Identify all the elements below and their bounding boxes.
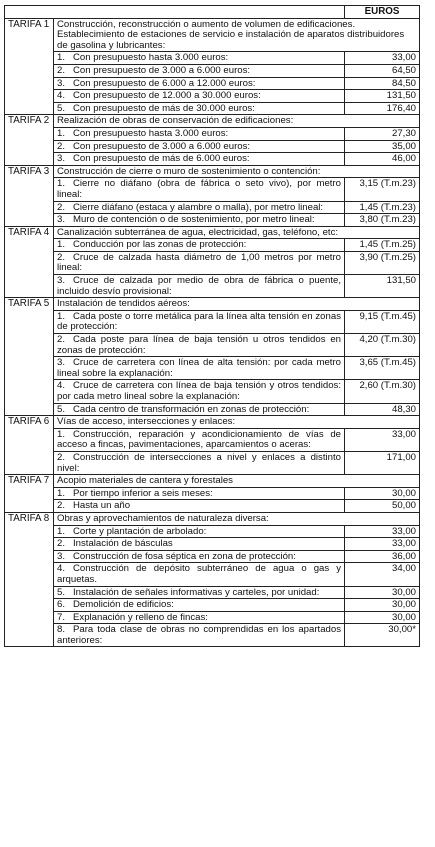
tarifa-title: Instalación de tendidos aéreos:: [54, 298, 420, 311]
item-number: 5.: [57, 586, 66, 598]
item-cell: [54, 538, 345, 551]
table-row: [5, 538, 420, 551]
item-value: 33,00: [345, 525, 420, 538]
table-row: [5, 52, 420, 65]
item-value: 2,60 (T.m.30): [345, 380, 420, 403]
tarifa-label: TARIFA 6: [5, 416, 54, 475]
table-row: [5, 403, 420, 416]
item-number: 3.: [57, 214, 66, 226]
item-value: 9,15 (T.m.45): [345, 310, 420, 333]
table-row: [5, 102, 420, 115]
item-number: 4.: [57, 563, 66, 575]
tarifa-label: TARIFA 5: [5, 298, 54, 416]
item-value: 1,45 (T.m.25): [345, 239, 420, 252]
item-text: Cruce de carretera con línea de baja tensión y otros tendidos: por cada metro lineal sobre la explanación:: [57, 380, 341, 402]
item-cell: [54, 403, 345, 416]
item-value: 50,00: [345, 500, 420, 513]
table-row: [5, 611, 420, 624]
item-value: 34,00: [345, 563, 420, 586]
item-text: Cada poste o torre metálica para la línea alta tensión en zonas de protección:: [57, 310, 341, 333]
tarifa-header-row: [5, 475, 420, 488]
item-text: Cada centro de transformación en zonas de protección:: [73, 403, 310, 415]
item-number: 1.: [57, 487, 66, 499]
item-number: 3.: [57, 550, 66, 562]
tarifa-label: TARIFA 7: [5, 475, 54, 513]
item-cell: [54, 586, 345, 599]
item-number: 3.: [57, 153, 66, 165]
item-cell: [54, 428, 345, 451]
item-value: 84,50: [345, 77, 420, 90]
item-value: 131,50: [345, 90, 420, 103]
item-value: 1,45 (T.m.23): [345, 201, 420, 214]
item-value: 64,50: [345, 64, 420, 77]
item-cell: [54, 102, 345, 115]
item-text: Con presupuesto de 3.000 a 6.000 euros:: [73, 140, 251, 152]
tarifa-header-row: [5, 512, 420, 525]
item-cell: [54, 500, 345, 513]
item-cell: [54, 563, 345, 586]
item-value: 3,15 (T.m.23): [345, 178, 420, 201]
item-number: 4.: [57, 90, 66, 102]
tarifa-title: Canalización subterránea de agua, electricidad, gas, teléfono, etc:: [54, 226, 420, 239]
tarifa-title: Realización de obras de conservación de edificaciones:: [54, 115, 420, 128]
item-cell: [54, 251, 345, 274]
tarifa-title: Obras y aprovechamientos de naturaleza diversa:: [54, 512, 420, 525]
item-value: 35,00: [345, 140, 420, 153]
item-number: 2.: [57, 538, 66, 550]
table-row: [5, 275, 420, 298]
table-row: [5, 451, 420, 474]
tarifa-header-row: [5, 18, 420, 52]
item-cell: [54, 624, 345, 647]
table-row: [5, 586, 420, 599]
item-cell: [54, 127, 345, 140]
tarifa-title: Vías de acceso, intersecciones y enlaces:: [54, 416, 420, 429]
item-cell: [54, 64, 345, 77]
item-number: 1.: [57, 525, 66, 537]
item-cell: [54, 487, 345, 500]
item-text: Para toda clase de obras no comprendidas en los apartados anteriores:: [57, 624, 341, 646]
item-value: 33,00: [345, 428, 420, 451]
item-cell: [54, 380, 345, 403]
table-row: [5, 64, 420, 77]
tarifa-header-row: [5, 298, 420, 311]
tarifa-title: Acopio materiales de cantera y forestales: [54, 475, 420, 488]
item-text: Con presupuesto de más de 30.000 euros:: [73, 102, 255, 114]
item-number: 3.: [57, 77, 66, 89]
item-number: 1.: [57, 239, 66, 251]
item-value: 33,00: [345, 538, 420, 551]
tarifa-header-row: [5, 165, 420, 178]
table-row: [5, 127, 420, 140]
item-value: 30,00: [345, 599, 420, 612]
item-text: Cierre no diáfano (obra de fábrica o seto vivo), por metro lineal:: [57, 178, 341, 200]
header-blank-cell: [5, 6, 345, 19]
item-value: 171,00: [345, 451, 420, 474]
item-cell: [54, 550, 345, 563]
item-text: Instalación de básculas: [73, 538, 173, 550]
table-row: [5, 334, 420, 357]
item-cell: [54, 451, 345, 474]
item-cell: [54, 77, 345, 90]
item-number: 2.: [57, 251, 66, 263]
table-row: [5, 140, 420, 153]
table-row: [5, 500, 420, 513]
item-value: 48,30: [345, 403, 420, 416]
item-text: Con presupuesto de 3.000 a 6.000 euros:: [73, 64, 251, 76]
item-value: 3,90 (T.m.25): [345, 251, 420, 274]
item-text: Hasta un año: [73, 500, 131, 512]
item-value: 30,00: [345, 586, 420, 599]
item-text: Construcción de fosa séptica en zona de protección:: [73, 550, 296, 562]
item-text: Muro de contención o de sostenimiento, por metro lineal:: [73, 214, 315, 226]
table-row: [5, 428, 420, 451]
table-row: [5, 201, 420, 214]
table-row: [5, 153, 420, 166]
item-value: 46,00: [345, 153, 420, 166]
table-row: [5, 214, 420, 227]
item-number: 2.: [57, 140, 66, 152]
tarifas-table: [4, 5, 420, 647]
euros-column-header: EUROS: [345, 6, 420, 19]
table-row: [5, 310, 420, 333]
item-value: 4,20 (T.m.30): [345, 334, 420, 357]
item-value: 36,00: [345, 550, 420, 563]
item-number: 2.: [57, 334, 66, 346]
item-text: Con presupuesto de más de 6.000 euros:: [73, 153, 250, 165]
tarifa-title: Construcción, reconstrucción o aumento de volumen de edificaciones. Establecimiento de estaciones de servicio e instalación de aparatos distribuidores de gasolina y lubricantes:: [54, 18, 420, 52]
item-text: Instalación de señales informativas y carteles, por unidad:: [73, 586, 320, 598]
item-cell: [54, 178, 345, 201]
item-text: Con presupuesto de 6.000 a 12.000 euros:: [73, 77, 256, 89]
item-number: 5.: [57, 403, 66, 415]
tarifa-title: Construcción de cierre o muro de sostenimiento o contención:: [54, 165, 420, 178]
table-row: [5, 563, 420, 586]
item-cell: [54, 310, 345, 333]
item-value: 30,00*: [345, 624, 420, 647]
item-text: Explanación y relleno de fincas:: [73, 611, 208, 623]
item-number: 1.: [57, 310, 66, 322]
item-number: 3.: [57, 357, 66, 369]
item-text: Conducción por las zonas de protección:: [73, 239, 247, 251]
item-number: 7.: [57, 611, 66, 623]
item-text: Con presupuesto de 12.000 a 30.000 euros:: [73, 90, 261, 102]
item-cell: [54, 214, 345, 227]
item-number: 2.: [57, 500, 66, 512]
item-text: Cruce de carretera con línea de alta tensión: por cada metro lineal sobre la explanación:: [57, 357, 341, 379]
item-value: 30,00: [345, 611, 420, 624]
tarifa-label: TARIFA 8: [5, 512, 54, 647]
table-row: [5, 178, 420, 201]
item-text: Por tiempo inferior a seis meses:: [73, 487, 213, 499]
item-number: 1.: [57, 127, 66, 139]
item-cell: [54, 153, 345, 166]
item-text: Construcción, reparación y acondicionamiento de vías de acceso a fincas, pavimentaciones, aparcamientos o aceras:: [57, 428, 341, 451]
item-number: 8.: [57, 624, 66, 636]
item-cell: [54, 275, 345, 298]
item-number: 6.: [57, 599, 66, 611]
table-row: [5, 77, 420, 90]
item-number: 1.: [57, 52, 66, 64]
item-cell: [54, 357, 345, 380]
item-text: Construcción de intersecciones a nivel y enlaces a distinto nivel:: [57, 451, 341, 474]
item-value: 3,80 (T.m.23): [345, 214, 420, 227]
tarifa-label: TARIFA 2: [5, 115, 54, 165]
item-text: Cruce de calzada por medio de obra de fábrica o puente, incluido desvío provisional:: [57, 275, 341, 297]
item-number: 3.: [57, 275, 66, 287]
table-row: [5, 239, 420, 252]
tarifa-header-row: [5, 416, 420, 429]
item-text: Construcción de depósito subterráneo de agua o gas y arquetas.: [57, 563, 341, 585]
item-cell: [54, 239, 345, 252]
item-value: 131,50: [345, 275, 420, 298]
item-cell: [54, 201, 345, 214]
item-number: 2.: [57, 451, 66, 463]
tarifa-label: TARIFA 3: [5, 165, 54, 226]
item-number: 1.: [57, 428, 66, 440]
table-row: [5, 550, 420, 563]
item-cell: [54, 611, 345, 624]
item-number: 1.: [57, 178, 66, 190]
item-text: Cada poste para línea de baja tensión u otros tendidos en zonas de protección:: [57, 334, 341, 356]
item-cell: [54, 90, 345, 103]
table-row: [5, 487, 420, 500]
item-cell: [54, 334, 345, 357]
table-row: [5, 357, 420, 380]
table-row: [5, 380, 420, 403]
item-text: Cierre diáfano (estaca y alambre o malla), por metro lineal:: [73, 201, 324, 213]
item-value: 30,00: [345, 487, 420, 500]
table-row: [5, 90, 420, 103]
item-cell: [54, 140, 345, 153]
item-number: 2.: [57, 201, 66, 213]
item-text: Con presupuesto hasta 3.000 euros:: [73, 127, 229, 139]
header-row: [5, 6, 420, 19]
item-text: Cruce de calzada hasta diámetro de 1,00 metros por metro lineal:: [57, 251, 341, 274]
item-value: 27,30: [345, 127, 420, 140]
tarifa-label: TARIFA 4: [5, 226, 54, 298]
table-row: [5, 599, 420, 612]
tarifa-label: TARIFA 1: [5, 18, 54, 115]
item-text: Demolición de edificios:: [73, 599, 174, 611]
item-text: Corte y plantación de arbolado:: [73, 525, 207, 537]
item-cell: [54, 525, 345, 538]
item-value: 33,00: [345, 52, 420, 65]
table-row: [5, 624, 420, 647]
item-number: 2.: [57, 64, 66, 76]
item-number: 4.: [57, 380, 66, 392]
item-value: 3,65 (T.m.45): [345, 357, 420, 380]
item-value: 176,40: [345, 102, 420, 115]
table-row: [5, 525, 420, 538]
table-row: [5, 251, 420, 274]
item-number: 5.: [57, 102, 66, 114]
item-cell: [54, 599, 345, 612]
item-text: Con presupuesto hasta 3.000 euros:: [73, 52, 229, 64]
tarifa-header-row: [5, 115, 420, 128]
tarifa-header-row: [5, 226, 420, 239]
item-cell: [54, 52, 345, 65]
